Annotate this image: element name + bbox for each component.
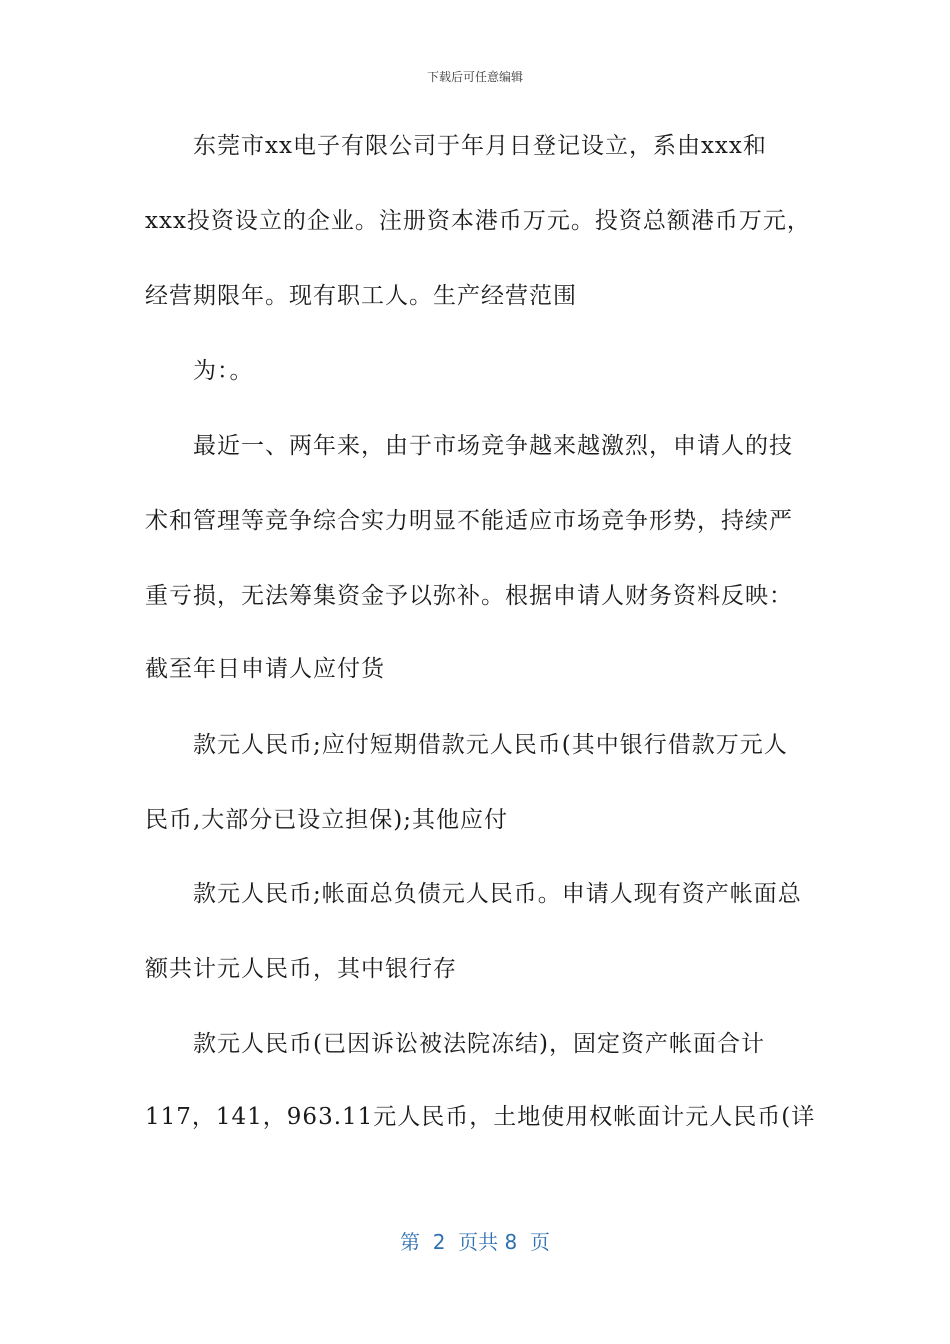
- paragraph-line: 为：。: [193, 358, 254, 384]
- paragraph-line: 经营期限年。现有职工人。生产经营范围: [145, 283, 577, 309]
- paragraph-line: 117，141，963.11元人民币，土地使用权帐面计元人民币(详: [145, 1104, 816, 1130]
- paragraph-line: 最近一、两年来，由于市场竞争越来越激烈，申请人的技: [193, 433, 793, 459]
- paragraph-line: 款元人民币;应付短期借款元人民币(其中银行借款万元人: [193, 732, 788, 758]
- paragraph-line: 款元人民币(已因诉讼被法院冻结)，固定资产帐面合计: [193, 1031, 765, 1057]
- paragraph-line: 截至年日申请人应付货: [145, 656, 385, 682]
- paragraph-line: 术和管理等竞争综合实力明显不能适应市场竞争形势，持续严: [145, 508, 793, 534]
- document-header-note: 下载后可任意编辑: [426, 70, 523, 84]
- paragraph-line: 款元人民币;帐面总负债元人民币。申请人现有资产帐面总: [193, 881, 802, 907]
- page-number-footer: 第 2 页共 8 页: [400, 1230, 550, 1254]
- paragraph-line: xxx投资设立的企业。注册资本港币万元。投资总额港币万元，: [145, 208, 811, 234]
- paragraph-line: 额共计元人民币，其中银行存: [145, 956, 457, 982]
- paragraph-line: 民币,大部分已设立担保);其他应付: [145, 807, 509, 833]
- paragraph-line: 重亏损，无法筹集资金予以弥补。根据申请人财务资料反映：: [145, 583, 793, 609]
- paragraph-line: 东莞市xx电子有限公司于年月日登记设立，系由xxx和: [193, 133, 767, 159]
